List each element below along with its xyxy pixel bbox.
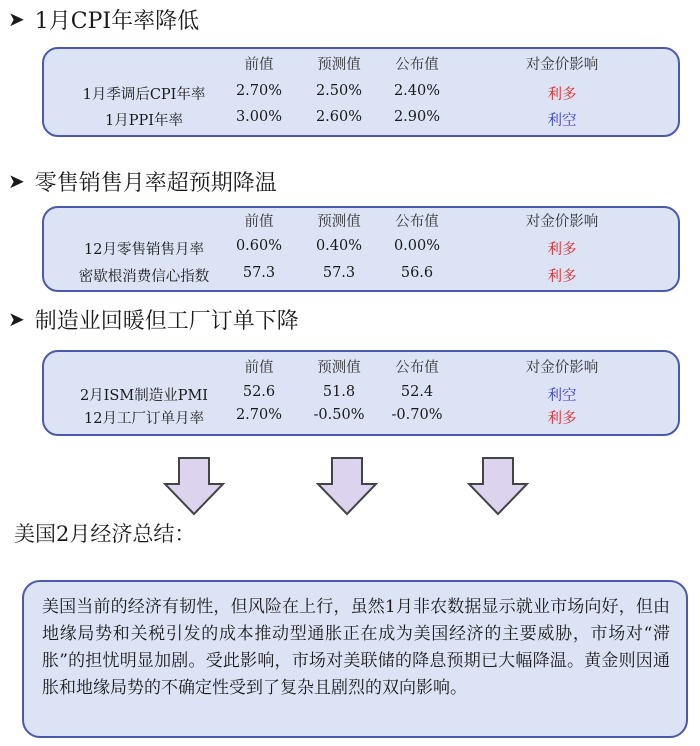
row-forecast: 0.40% xyxy=(315,238,363,254)
row-forecast: 57.3 xyxy=(322,265,356,281)
section-title-manufacturing xyxy=(8,304,299,334)
row-impact: 利多 xyxy=(547,87,577,103)
row-prev: 52.6 xyxy=(242,384,276,400)
row-name: 1月季调后CPI年率 xyxy=(82,87,206,103)
header-forecast: 预测值 xyxy=(317,57,361,73)
data-table-cpi xyxy=(42,47,680,137)
row-actual: 2.40% xyxy=(393,83,441,99)
down-arrow-icon xyxy=(467,456,529,516)
row-name: 1月PPI年率 xyxy=(105,113,183,129)
down-arrow-icon xyxy=(163,456,225,516)
row-prev: 2.70% xyxy=(235,407,283,423)
section-title-text: 1月CPI年率降低 xyxy=(34,8,200,34)
row-prev: 0.60% xyxy=(235,238,283,254)
section-title-text: 零售销售月率超预期降温 xyxy=(34,170,277,196)
header-impact: 对金价影响 xyxy=(525,214,599,230)
header-impact: 对金价影响 xyxy=(525,57,599,73)
arrow-bullet-icon: ➤ xyxy=(8,169,25,193)
row-impact: 利多 xyxy=(547,411,577,427)
arrow-bullet-icon: ➤ xyxy=(8,7,25,31)
row-forecast: 2.50% xyxy=(315,83,363,99)
data-table-retail xyxy=(42,206,680,292)
summary-title: 美国2月经济总结： xyxy=(14,522,196,546)
row-name: 12月零售销售月率 xyxy=(84,242,204,258)
header-actual: 公布值 xyxy=(395,214,439,230)
row-forecast: -0.50% xyxy=(313,407,365,423)
header-prev: 前值 xyxy=(244,360,274,376)
header-actual: 公布值 xyxy=(395,360,439,376)
summary-text-box xyxy=(22,580,688,738)
row-prev: 3.00% xyxy=(235,109,283,125)
row-name: 12月工厂订单月率 xyxy=(84,411,204,427)
header-forecast: 预测值 xyxy=(317,360,361,376)
header-forecast: 预测值 xyxy=(317,214,361,230)
header-actual: 公布值 xyxy=(395,57,439,73)
row-name: 密歇根消费信心指数 xyxy=(78,269,210,285)
section-title-retail xyxy=(8,166,277,196)
data-table-manufacturing xyxy=(42,350,680,436)
row-actual: 56.6 xyxy=(400,265,434,281)
row-prev: 57.3 xyxy=(242,265,276,281)
arrow-bullet-icon: ➤ xyxy=(8,307,25,331)
header-prev: 前值 xyxy=(244,214,274,230)
row-forecast: 2.60% xyxy=(315,109,363,125)
row-actual: 52.4 xyxy=(400,384,434,400)
row-actual: 0.00% xyxy=(393,238,441,254)
row-actual: 2.90% xyxy=(393,109,441,125)
down-arrow-icon xyxy=(316,456,378,516)
row-forecast: 51.8 xyxy=(322,384,356,400)
row-impact: 利空 xyxy=(547,113,577,129)
summary-text: 美国当前的经济有韧性，但风险在上行，虽然1月非农数据显示就业市场向好，但由地缘局势和关税引发的成本推动型通胀正在成为美国经济的主要威胁，市场对“滞胀”的担忧明显加剧。受此影响，市场对美联储的降息预期已大幅降温。黄金则因通胀和地缘局势的不确定性受到了复杂且剧烈的双向影响。 xyxy=(42,597,670,698)
row-impact: 利多 xyxy=(547,269,577,285)
row-impact: 利多 xyxy=(547,242,577,258)
section-title-text: 制造业回暖但工厂订单下降 xyxy=(34,308,299,334)
row-prev: 2.70% xyxy=(235,83,283,99)
row-impact: 利空 xyxy=(547,388,577,404)
header-prev: 前值 xyxy=(244,57,274,73)
row-name: 2月ISM制造业PMI xyxy=(79,388,209,404)
row-actual: -0.70% xyxy=(391,407,443,423)
header-impact: 对金价影响 xyxy=(525,360,599,376)
section-title-cpi xyxy=(8,4,199,34)
